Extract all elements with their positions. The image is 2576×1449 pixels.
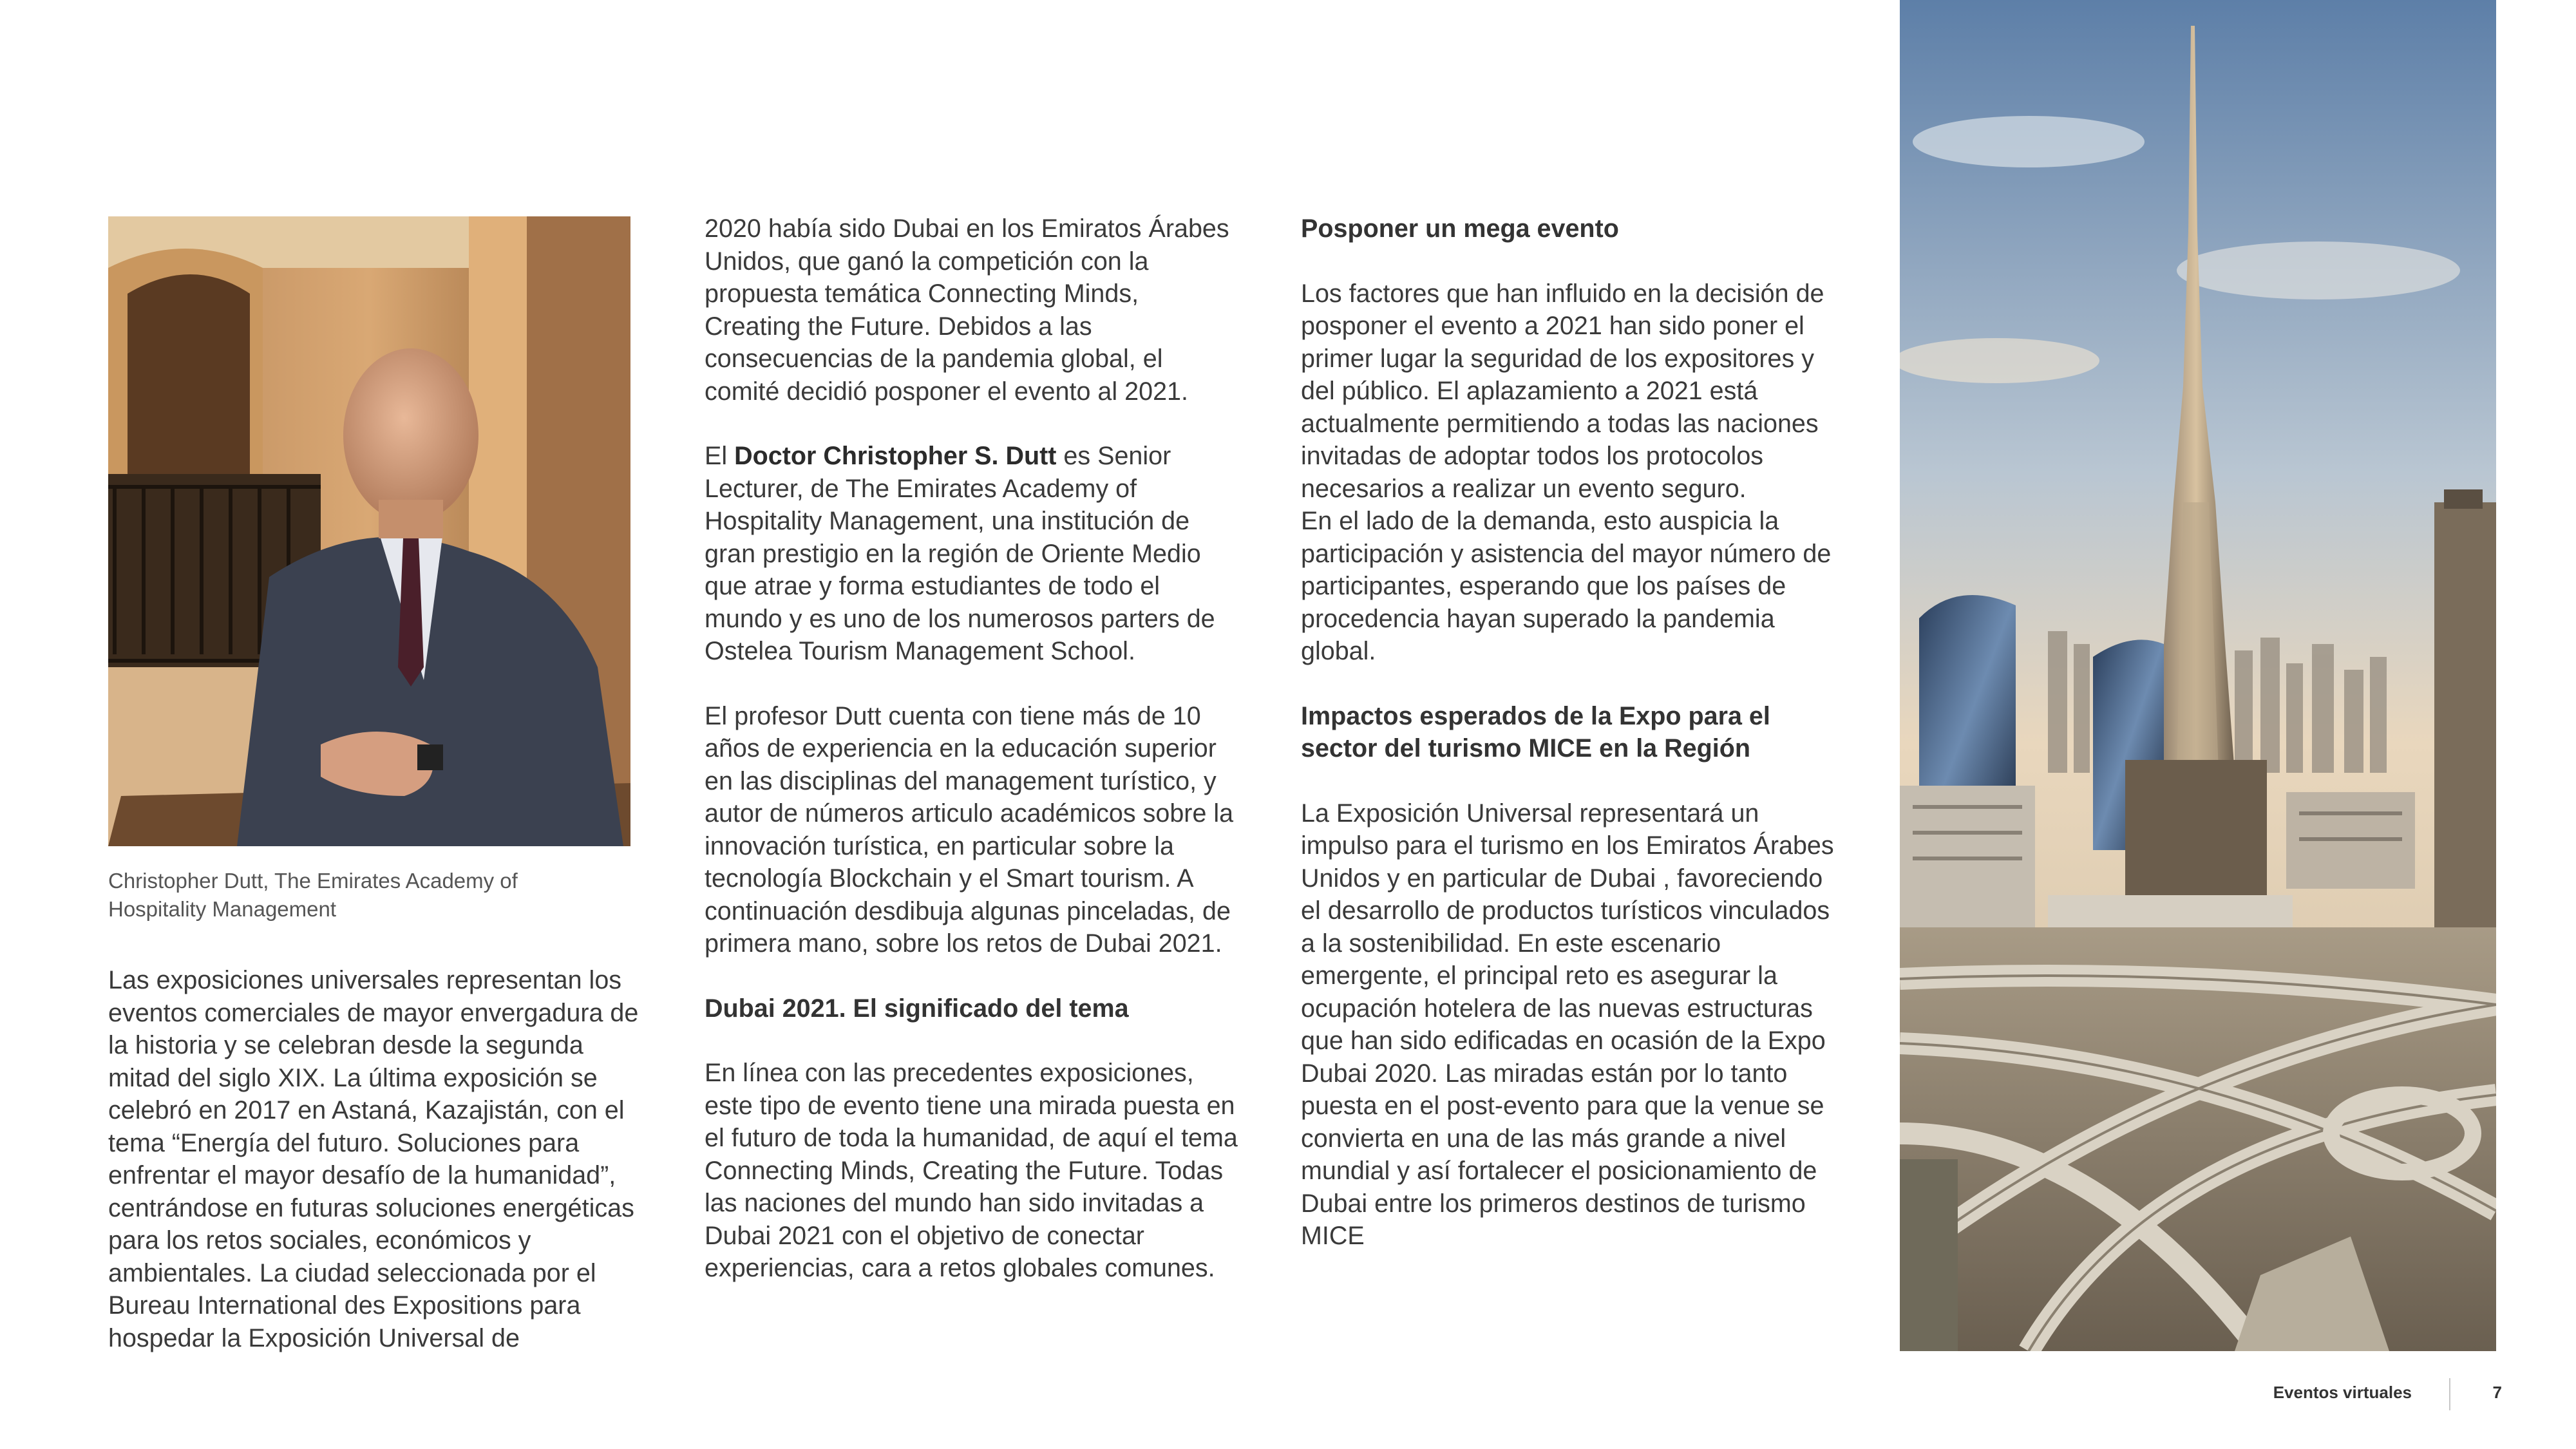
text-column-1 bbox=[108, 964, 643, 1354]
page-number: 7 bbox=[2492, 1383, 2502, 1402]
paragraph: La Exposición Universal representará un impulso para el turismo en los Emiratos Árabes Unidos y en particular de Dubai , favoreciendo el desarrollo de productos turísticos vinculados a la sostenibilidad. En este escenario emergente, el principal reto es asegurar la ocupación hotelera de las nuevas estructuras que han sido edificadas en ocasión de la Expo Dubai 2020. Las miradas están por lo tanto puesta en el post-evento para que la venue se convierta en una de las más grande a nivel mundial y así fortalecer el posicionamiento de Dubai entre los primeros destinos de turismo MICE bbox=[1301, 799, 1834, 1250]
paragraph: En línea con las precedentes exposiciones, este tipo de evento tiene una mirada puesta en el futuro de toda la humanidad, de aquí el tema Connecting Minds, Creating the Future. Todas las naciones del mundo han sido invitadas a Dubai 2021 con el objetivo de conectar experiencias, cara a retos globales comunes. bbox=[705, 1059, 1238, 1282]
text-column-3 bbox=[1301, 213, 1835, 1253]
paragraph: 2020 había sido Dubai en los Emiratos Árabes Unidos, que ganó la competición con la propuesta temática Connecting Minds, Creating the Future. Debidos a las consecuencias de la pandemia global, el comité decidió posponer el evento al 2021. bbox=[705, 214, 1229, 406]
text-run: es Senior Lecturer, de The Emirates Academy of Hospitality Management, una institución de gran prestigio en la región de Oriente Medio que atrae y forma estudiantes de todo el mundo y es uno de los numerosos parters de Ostelea Tourism Management School. bbox=[705, 442, 1215, 665]
paragraph bbox=[705, 440, 1239, 668]
text-column-2 bbox=[705, 213, 1239, 1285]
paragraph: El profesor Dutt cuenta con tiene más de 10 años de experiencia en la educación superior en las disciplinas del management turístico, y autor de números articulo académicos sobre la innovación turística, en particular sobre la tecnología Blockchain y el Smart tourism. A continuación desdibuja algunas pinceladas, de primera mano, sobre los retos de Dubai 2021. bbox=[705, 701, 1234, 958]
bold-name: Doctor Christopher S. Dutt bbox=[734, 442, 1057, 470]
section-heading: Dubai 2021. El significado del tema bbox=[705, 994, 1129, 1023]
paragraph: En el lado de la demanda, esto auspicia la participación y asistencia del mayor número de participantes, esperando que los países de procedencia hayan superado la pandemia global. bbox=[1301, 507, 1832, 665]
photo-caption: Christopher Dutt, The Emirates Academy of Hospitality Management bbox=[108, 869, 518, 921]
section-heading: Impactos esperados de la Expo para el sector del turismo MICE en la Región bbox=[1301, 701, 1770, 762]
city-photo bbox=[1900, 0, 2496, 1351]
paragraph: Las exposiciones universales representan los eventos comerciales de mayor envergadura de la historia y se celebran desde la segunda mitad del siglo XIX. La última exposición se celebró en 2017 en Astaná, Kazajistán, con el tema “Energía del futuro. Soluciones para enfrentar el mayor desafío de la humanidad”, centrándose en futuras soluciones energéticas para los retos sociales, económicos y ambientales. La ciudad seleccionada por el Bureau International des Expositions para hospedar la Exposición Universal de bbox=[108, 966, 639, 1352]
footer-section-title: Eventos virtuales bbox=[2273, 1383, 2412, 1402]
paragraph: Los factores que han influido en la decisión de posponer el evento a 2021 han sido poner el primer lugar la seguridad de los expositores y del público. El aplazamiento a 2021 está actualmente permitiendo a todas las naciones invitadas de adoptar todos los protocolos necesarios a realizar un evento seguro. bbox=[1301, 279, 1824, 503]
portrait-photo bbox=[108, 216, 630, 846]
text-run: El bbox=[705, 442, 735, 470]
section-heading: Posponer un mega evento bbox=[1301, 214, 1619, 243]
footer-divider bbox=[2449, 1378, 2450, 1410]
